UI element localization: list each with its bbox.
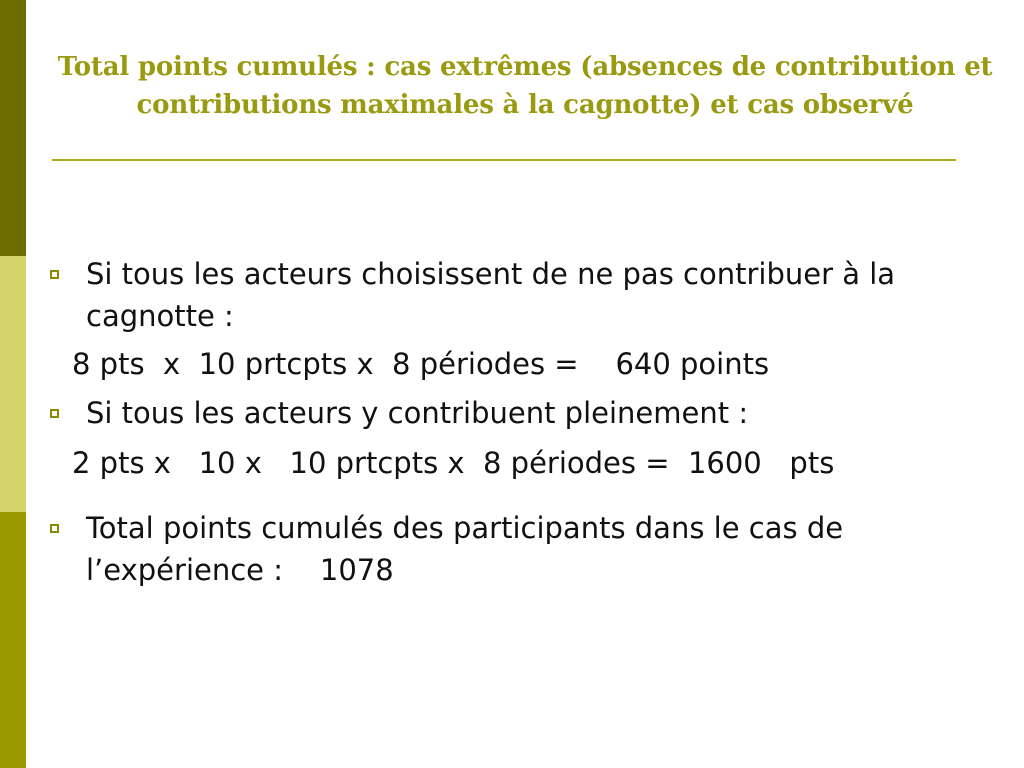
bullet-text: Si tous les acteurs y contribuent pleinement : xyxy=(86,396,749,430)
slide-title: Total points cumulés : cas extrêmes (absences de contribution et contributions maximales à la cagnotte) et cas observé xyxy=(57,52,993,120)
hollow-square-bullet-icon xyxy=(50,524,59,533)
hollow-square-bullet-icon xyxy=(50,270,59,279)
bullet-text: Total points cumulés des participants dans le cas de l’expérience : 1078 xyxy=(86,511,853,587)
calculation-full-contribution: 2 pts x 10 x 10 prtcpts x 8 périodes = 1600 pts xyxy=(72,446,835,480)
calculation-no-contribution: 8 pts x 10 prtcpts x 8 périodes = 640 points xyxy=(72,347,770,381)
side-bar-top-segment xyxy=(0,0,26,256)
side-bar-middle-segment xyxy=(0,256,26,512)
hollow-square-bullet-icon xyxy=(50,409,59,418)
side-bar-bottom-segment xyxy=(0,512,26,768)
bullet-text: Si tous les acteurs choisissent de ne pas contribuer à la cagnotte : xyxy=(86,257,905,333)
title-underline xyxy=(52,159,956,161)
